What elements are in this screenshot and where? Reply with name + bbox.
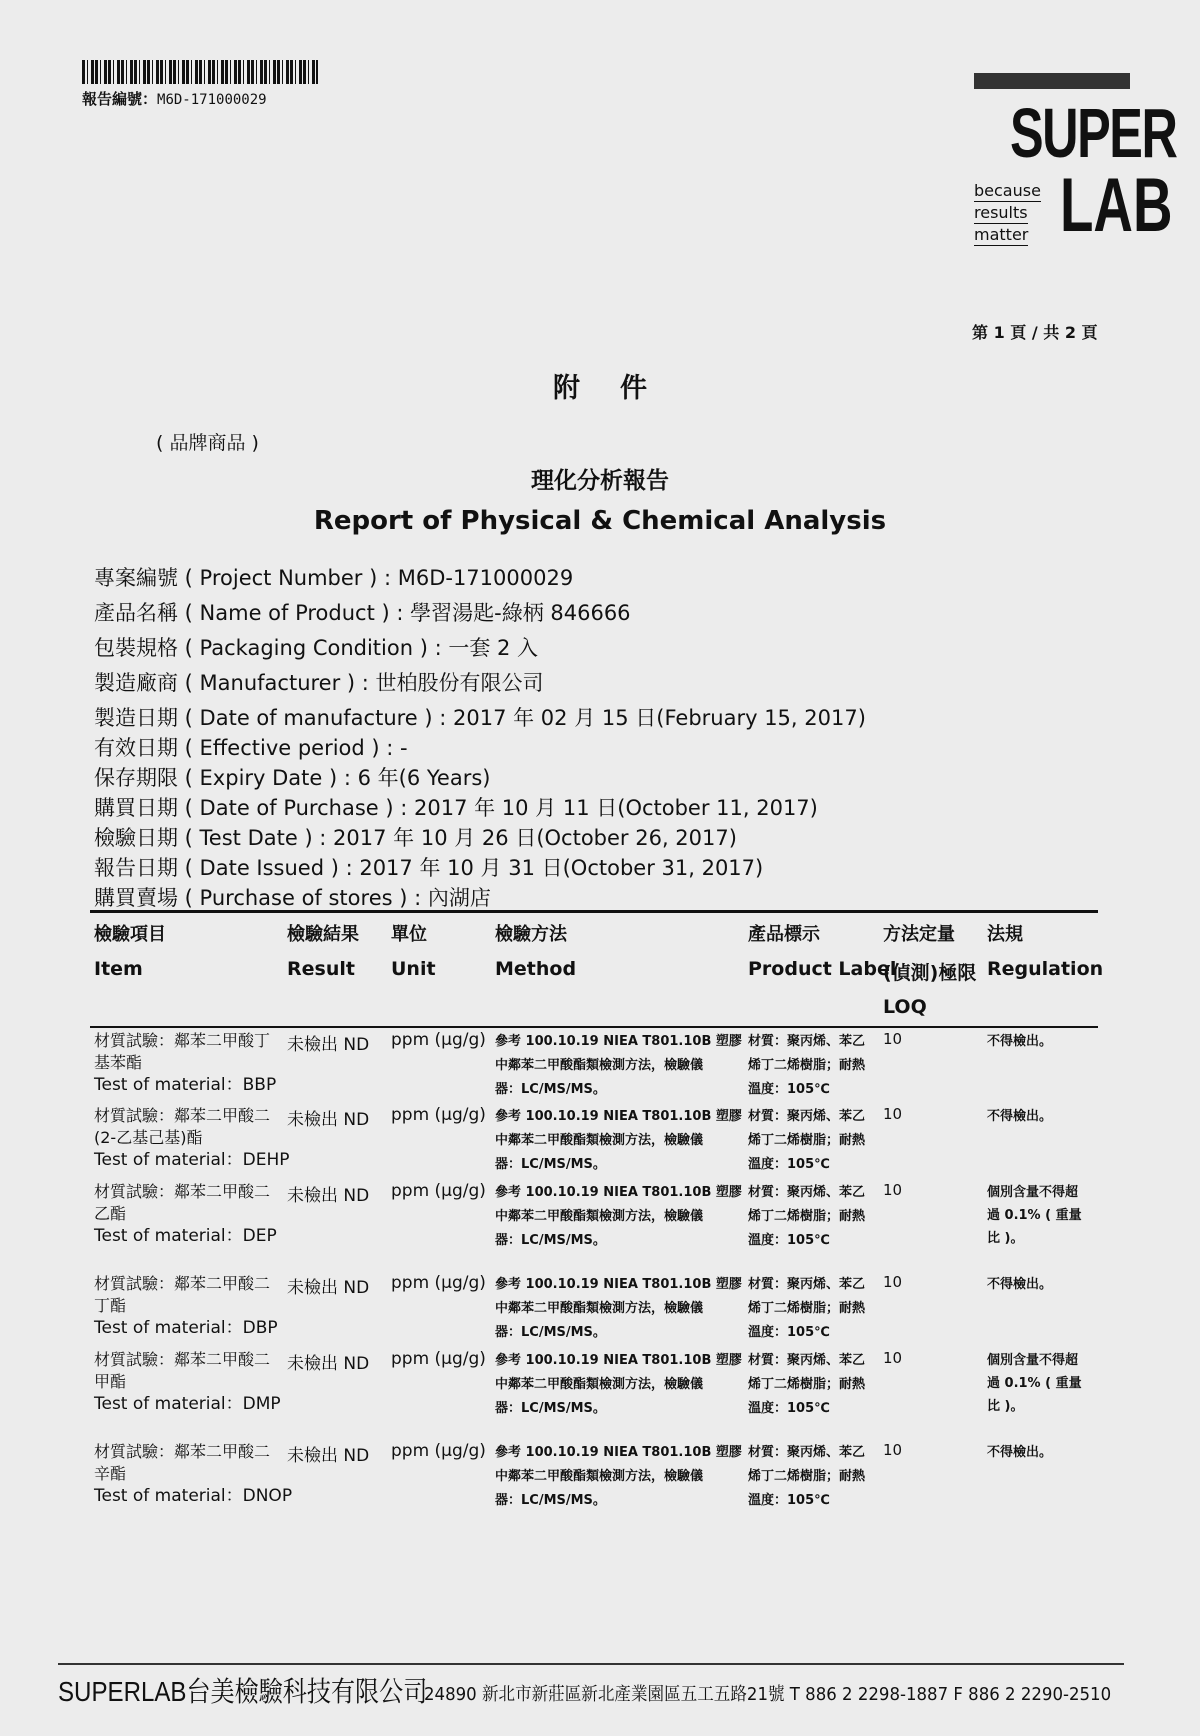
th-item-en: Item xyxy=(94,958,143,980)
report-title-zh: 理化分析報告 xyxy=(531,468,669,494)
method-line: 器：LC/MS/MS。 xyxy=(495,1401,606,1416)
logo-lab: LAB xyxy=(1060,163,1173,248)
cell-method xyxy=(495,1181,742,1253)
method-line: 器：LC/MS/MS。 xyxy=(495,1493,606,1508)
label-line: 材質：聚丙烯、苯乙 xyxy=(748,1353,866,1368)
item-line: Test of material：DEHP xyxy=(94,1150,290,1170)
label-line: 材質：聚丙烯、苯乙 xyxy=(748,1034,866,1049)
th-result-en: Result xyxy=(287,958,355,980)
cell-result: 未檢出 ND xyxy=(287,1354,370,1374)
method-line: 參考 100.10.19 NIEA T801.10B 塑膠 xyxy=(495,1034,742,1049)
cell-product-label xyxy=(748,1030,865,1102)
item-line: Test of material：DEP xyxy=(94,1226,277,1246)
cell-regulation xyxy=(987,1105,1052,1128)
item-line: 材質試驗：鄰苯二甲酸二 xyxy=(94,1106,271,1125)
cell-product-label xyxy=(748,1349,865,1421)
th-unit-en: Unit xyxy=(391,958,436,980)
label-line: 溫度：105℃ xyxy=(748,1493,830,1508)
label-line: 烯丁二烯樹脂；耐熱 xyxy=(748,1209,866,1224)
cell-loq: 10 xyxy=(883,1273,903,1291)
label-line: 烯丁二烯樹脂；耐熱 xyxy=(748,1058,866,1073)
th-method-zh: 檢驗方法 xyxy=(495,924,567,945)
label-line: 材質：聚丙烯、苯乙 xyxy=(748,1445,866,1460)
logo-super: SUPER xyxy=(1010,94,1177,172)
method-line: 參考 100.10.19 NIEA T801.10B 塑膠 xyxy=(495,1277,742,1292)
label-line: 烯丁二烯樹脂；耐熱 xyxy=(748,1469,866,1484)
item-line: 材質試驗：鄰苯二甲酸二 xyxy=(94,1274,271,1293)
footer-address: 24890 新北市新莊區新北產業園區五工五路21號 T 886 2 2298-1887 F 886 2 2290-2510 xyxy=(424,1684,1112,1705)
brand-note: ( 品牌商品 ) xyxy=(156,432,259,454)
item-line: 材質試驗：鄰苯二甲酸二 xyxy=(94,1442,271,1461)
cell-product-label xyxy=(748,1181,865,1253)
item-line: 甲酯 xyxy=(94,1372,127,1391)
cell-method xyxy=(495,1273,742,1345)
regulation-line: 過 0.1% ( 重量 xyxy=(987,1376,1082,1391)
cell-loq: 10 xyxy=(883,1105,903,1123)
method-line: 器：LC/MS/MS。 xyxy=(495,1082,606,1097)
item-line: Test of material：BBP xyxy=(94,1075,277,1095)
annex-title: 附件 xyxy=(553,373,687,404)
cell-result: 未檢出 ND xyxy=(287,1278,370,1298)
info-purchase-store: 購買賣場 ( Purchase of stores ) : 內湖店 xyxy=(94,886,491,910)
regulation-line: 過 0.1% ( 重量 xyxy=(987,1208,1082,1223)
method-line: 參考 100.10.19 NIEA T801.10B 塑膠 xyxy=(495,1353,742,1368)
cell-item xyxy=(94,1441,292,1507)
label-line: 材質：聚丙烯、苯乙 xyxy=(748,1277,866,1292)
regulation-line: 比 )。 xyxy=(987,1231,1024,1246)
logo-tagline-line: matter xyxy=(974,225,1029,244)
regulation-line: 不得檢出。 xyxy=(987,1277,1053,1292)
cell-method xyxy=(495,1030,742,1102)
item-line: Test of material：DBP xyxy=(94,1318,278,1338)
th-regulation-en: Regulation xyxy=(987,958,1104,980)
th-loq-en: (偵測)極限 xyxy=(883,962,977,984)
cell-result: 未檢出 ND xyxy=(287,1446,370,1466)
cell-method xyxy=(495,1349,742,1421)
item-line: 辛酯 xyxy=(94,1464,127,1483)
cell-loq: 10 xyxy=(883,1181,903,1199)
method-line: 中鄰苯二甲酸酯類檢測方法，檢驗儀 xyxy=(495,1301,704,1316)
th-unit-zh: 單位 xyxy=(391,924,427,945)
footer-rule xyxy=(58,1663,1124,1665)
cell-unit: ppm (μg/g) xyxy=(391,1273,486,1293)
method-line: 中鄰苯二甲酸酯類檢測方法，檢驗儀 xyxy=(495,1133,704,1148)
regulation-line: 個別含量不得超 xyxy=(987,1185,1079,1200)
method-line: 參考 100.10.19 NIEA T801.10B 塑膠 xyxy=(495,1185,742,1200)
cell-regulation xyxy=(987,1181,1082,1250)
regulation-line: 不得檢出。 xyxy=(987,1109,1053,1124)
info-test-date: 檢驗日期 ( Test Date ) : 2017 年 10 月 26 日(October 26, 2017) xyxy=(94,826,737,850)
item-line: Test of material：DMP xyxy=(94,1394,281,1414)
cell-result: 未檢出 ND xyxy=(287,1110,370,1130)
info-purchase-date: 購買日期 ( Date of Purchase ) : 2017 年 10 月 11 日(October 11, 2017) xyxy=(94,796,818,820)
cell-unit: ppm (μg/g) xyxy=(391,1349,486,1369)
label-line: 溫度：105℃ xyxy=(748,1157,830,1172)
cell-item xyxy=(94,1181,277,1247)
report-title-en: Report of Physical & Chemical Analysis xyxy=(313,506,887,536)
logo-tagline-line: because xyxy=(974,181,1041,200)
regulation-line: 不得檢出。 xyxy=(987,1034,1053,1049)
report-number-label: 報告編號： xyxy=(82,90,158,108)
th-result-zh: 檢驗結果 xyxy=(287,924,359,945)
cell-product-label xyxy=(748,1273,865,1345)
label-line: 溫度：105℃ xyxy=(748,1325,830,1340)
report-number xyxy=(82,88,267,109)
label-line: 溫度：105℃ xyxy=(748,1082,830,1097)
th-item-zh: 檢驗項目 xyxy=(94,924,166,945)
item-line: 材質試驗：鄰苯二甲酸丁 xyxy=(94,1031,271,1050)
method-line: 中鄰苯二甲酸酯類檢測方法，檢驗儀 xyxy=(495,1209,704,1224)
label-line: 材質：聚丙烯、苯乙 xyxy=(748,1109,866,1124)
cell-result: 未檢出 ND xyxy=(287,1186,370,1206)
barcode xyxy=(82,60,318,84)
info-packaging: 包裝規格 ( Packaging Condition ) : 一套 2 入 xyxy=(94,636,539,660)
method-line: 器：LC/MS/MS。 xyxy=(495,1325,606,1340)
cell-regulation xyxy=(987,1349,1082,1418)
method-line: 中鄰苯二甲酸酯類檢測方法，檢驗儀 xyxy=(495,1469,704,1484)
info-expiry-date: 保存期限 ( Expiry Date ) : 6 年(6 Years) xyxy=(94,766,491,790)
report-number-value: M6D-171000029 xyxy=(157,92,267,108)
th-loq-abbr: LOQ xyxy=(883,996,927,1018)
item-line: 材質試驗：鄰苯二甲酸二 xyxy=(94,1350,271,1369)
cell-unit: ppm (μg/g) xyxy=(391,1441,486,1461)
method-line: 中鄰苯二甲酸酯類檢測方法，檢驗儀 xyxy=(495,1377,704,1392)
label-line: 烯丁二烯樹脂；耐熱 xyxy=(748,1301,866,1316)
item-line: (2-乙基己基)酯 xyxy=(94,1128,203,1147)
cell-item xyxy=(94,1030,276,1096)
th-regulation-zh: 法規 xyxy=(987,924,1023,945)
regulation-line: 比 )。 xyxy=(987,1399,1024,1414)
cell-item xyxy=(94,1105,290,1171)
th-loq-zh: 方法定量 xyxy=(883,924,955,945)
cell-loq: 10 xyxy=(883,1030,903,1048)
label-line: 溫度：105℃ xyxy=(748,1401,830,1416)
item-line: 材質試驗：鄰苯二甲酸二 xyxy=(94,1182,271,1201)
info-date-issued: 報告日期 ( Date Issued ) : 2017 年 10 月 31 日(October 31, 2017) xyxy=(94,856,764,880)
logo-tagline-line: results xyxy=(974,203,1028,222)
item-line: 乙酯 xyxy=(94,1204,127,1223)
method-line: 參考 100.10.19 NIEA T801.10B 塑膠 xyxy=(495,1445,742,1460)
method-line: 參考 100.10.19 NIEA T801.10B 塑膠 xyxy=(495,1109,742,1124)
item-line: 丁酯 xyxy=(94,1296,127,1315)
table-header-rule xyxy=(90,1026,1098,1028)
cell-regulation xyxy=(987,1273,1052,1296)
info-manufacturer: 製造廠商 ( Manufacturer ) : 世柏股份有限公司 xyxy=(94,671,544,695)
cell-loq: 10 xyxy=(883,1349,903,1367)
cell-unit: ppm (μg/g) xyxy=(391,1181,486,1201)
table-top-rule xyxy=(90,910,1098,913)
regulation-line: 個別含量不得超 xyxy=(987,1353,1079,1368)
label-line: 溫度：105℃ xyxy=(748,1233,830,1248)
cell-item xyxy=(94,1273,278,1339)
cell-method xyxy=(495,1441,742,1513)
regulation-line: 不得檢出。 xyxy=(987,1445,1053,1460)
label-line: 烯丁二烯樹脂；耐熱 xyxy=(748,1377,866,1392)
th-label-zh: 產品標示 xyxy=(748,924,820,945)
info-product-name: 產品名稱 ( Name of Product ) : 學習湯匙-綠柄 846666 xyxy=(94,601,631,625)
method-line: 器：LC/MS/MS。 xyxy=(495,1233,606,1248)
cell-result: 未檢出 ND xyxy=(287,1035,370,1055)
info-project-number: 專案編號 ( Project Number ) : M6D-171000029 xyxy=(94,566,574,590)
cell-loq: 10 xyxy=(883,1441,903,1459)
th-method-en: Method xyxy=(495,958,577,980)
cell-unit: ppm (μg/g) xyxy=(391,1105,486,1125)
method-line: 器：LC/MS/MS。 xyxy=(495,1157,606,1172)
method-line: 中鄰苯二甲酸酯類檢測方法，檢驗儀 xyxy=(495,1058,704,1073)
cell-product-label xyxy=(748,1105,865,1177)
info-manufacture-date: 製造日期 ( Date of manufacture ) : 2017 年 02 月 15 日(February 15, 2017) xyxy=(94,706,866,730)
item-line: Test of material：DNOP xyxy=(94,1486,293,1506)
label-line: 烯丁二烯樹脂；耐熱 xyxy=(748,1133,866,1148)
item-line: 基苯酯 xyxy=(94,1053,143,1072)
cell-method xyxy=(495,1105,742,1177)
cell-item xyxy=(94,1349,281,1415)
label-line: 材質：聚丙烯、苯乙 xyxy=(748,1185,866,1200)
page-indicator: 第 1 頁 / 共 2 頁 xyxy=(972,323,1098,342)
cell-regulation xyxy=(987,1030,1052,1053)
logo-bar xyxy=(974,73,1130,89)
info-effective-period: 有效日期 ( Effective period ) : - xyxy=(94,736,408,760)
cell-product-label xyxy=(748,1441,865,1513)
logo-tagline xyxy=(974,180,1041,246)
cell-unit: ppm (μg/g) xyxy=(391,1030,486,1050)
footer-company: SUPERLAB台美檢驗科技有限公司 xyxy=(58,1676,428,1707)
th-label-en: Product Label xyxy=(748,958,897,980)
cell-regulation xyxy=(987,1441,1052,1464)
